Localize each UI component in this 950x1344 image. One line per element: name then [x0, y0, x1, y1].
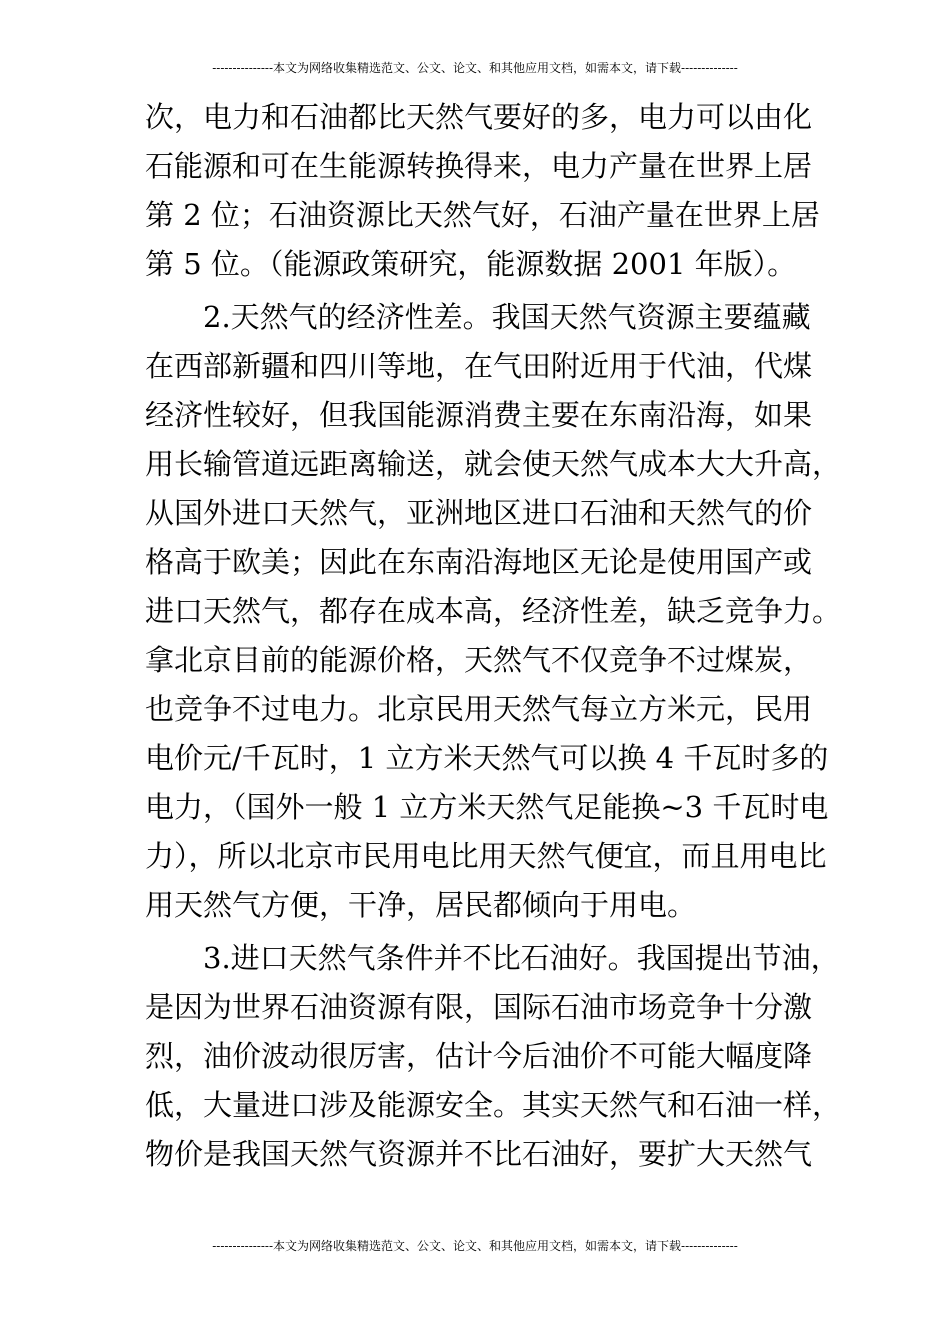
text-line: 力），所以北京市民用电比用天然气便宜，而且用电比 — [145, 839, 827, 873]
header-note: ---------------本文为网络收集精选范文、公文、论文、和其他应用文档，如需本文，请下载-------------- — [212, 61, 738, 75]
document-body — [145, 93, 842, 1179]
text-line: 用天然气方便，干净，居民都倾向于用电。 — [145, 888, 697, 922]
text-line: 石能源和可在生能源转换得来，电力产量在世界上居 — [145, 149, 813, 183]
text-line: 3.进口天然气条件并不比石油好。我国提出节油， — [203, 941, 840, 975]
text-line: 在西部新疆和四川等地，在气田附近用于代油，代煤 — [145, 349, 813, 383]
text-line: 从国外进口天然气，亚洲地区进口石油和天然气的价 — [145, 496, 813, 530]
text-line: 低，大量进口涉及能源安全。其实天然气和石油一样， — [145, 1088, 842, 1122]
text-line: 物价是我国天然气资源并不比石油好，要扩大天然气 — [145, 1137, 813, 1171]
text-line: 用长输管道远距离输送，就会使天然气成本大大升高， — [145, 447, 842, 481]
text-line: 也竞争不过电力。北京民用天然气每立方米元，民用 — [145, 692, 813, 726]
footer-note: ---------------本文为网络收集精选范文、公文、论文、和其他应用文档，如需本文，请下载-------------- — [212, 1239, 738, 1253]
text-line: 2.天然气的经济性差。我国天然气资源主要蕴藏 — [203, 300, 811, 334]
text-line: 第 5 位。（能源政策研究，能源数据 2001 年版）。 — [145, 247, 797, 281]
text-line: 电价元/千瓦时，1 立方米天然气可以换 4 千瓦时多的 — [145, 741, 829, 775]
text-line: 经济性较好，但我国能源消费主要在东南沿海，如果 — [145, 398, 813, 432]
text-line: 次，电力和石油都比天然气要好的多，电力可以由化 — [145, 100, 813, 134]
text-line: 格高于欧美；因此在东南沿海地区无论是使用国产或 — [145, 545, 813, 579]
text-line: 第 2 位；石油资源比天然气好，石油产量在世界上居 — [145, 198, 820, 232]
text-line: 是因为世界石油资源有限，国际石油市场竞争十分激 — [145, 990, 813, 1024]
text-line: 电力，（国外一般 1 立方米天然气足能换~3 千瓦时电 — [145, 790, 829, 824]
text-line: 进口天然气，都存在成本高，经济性差，缺乏竞争力。 — [145, 594, 842, 628]
text-line: 拿北京目前的能源价格，天然气不仅竞争不过煤炭， — [145, 643, 813, 677]
text-line: 烈，油价波动很厉害，估计今后油价不可能大幅度降 — [145, 1039, 813, 1073]
